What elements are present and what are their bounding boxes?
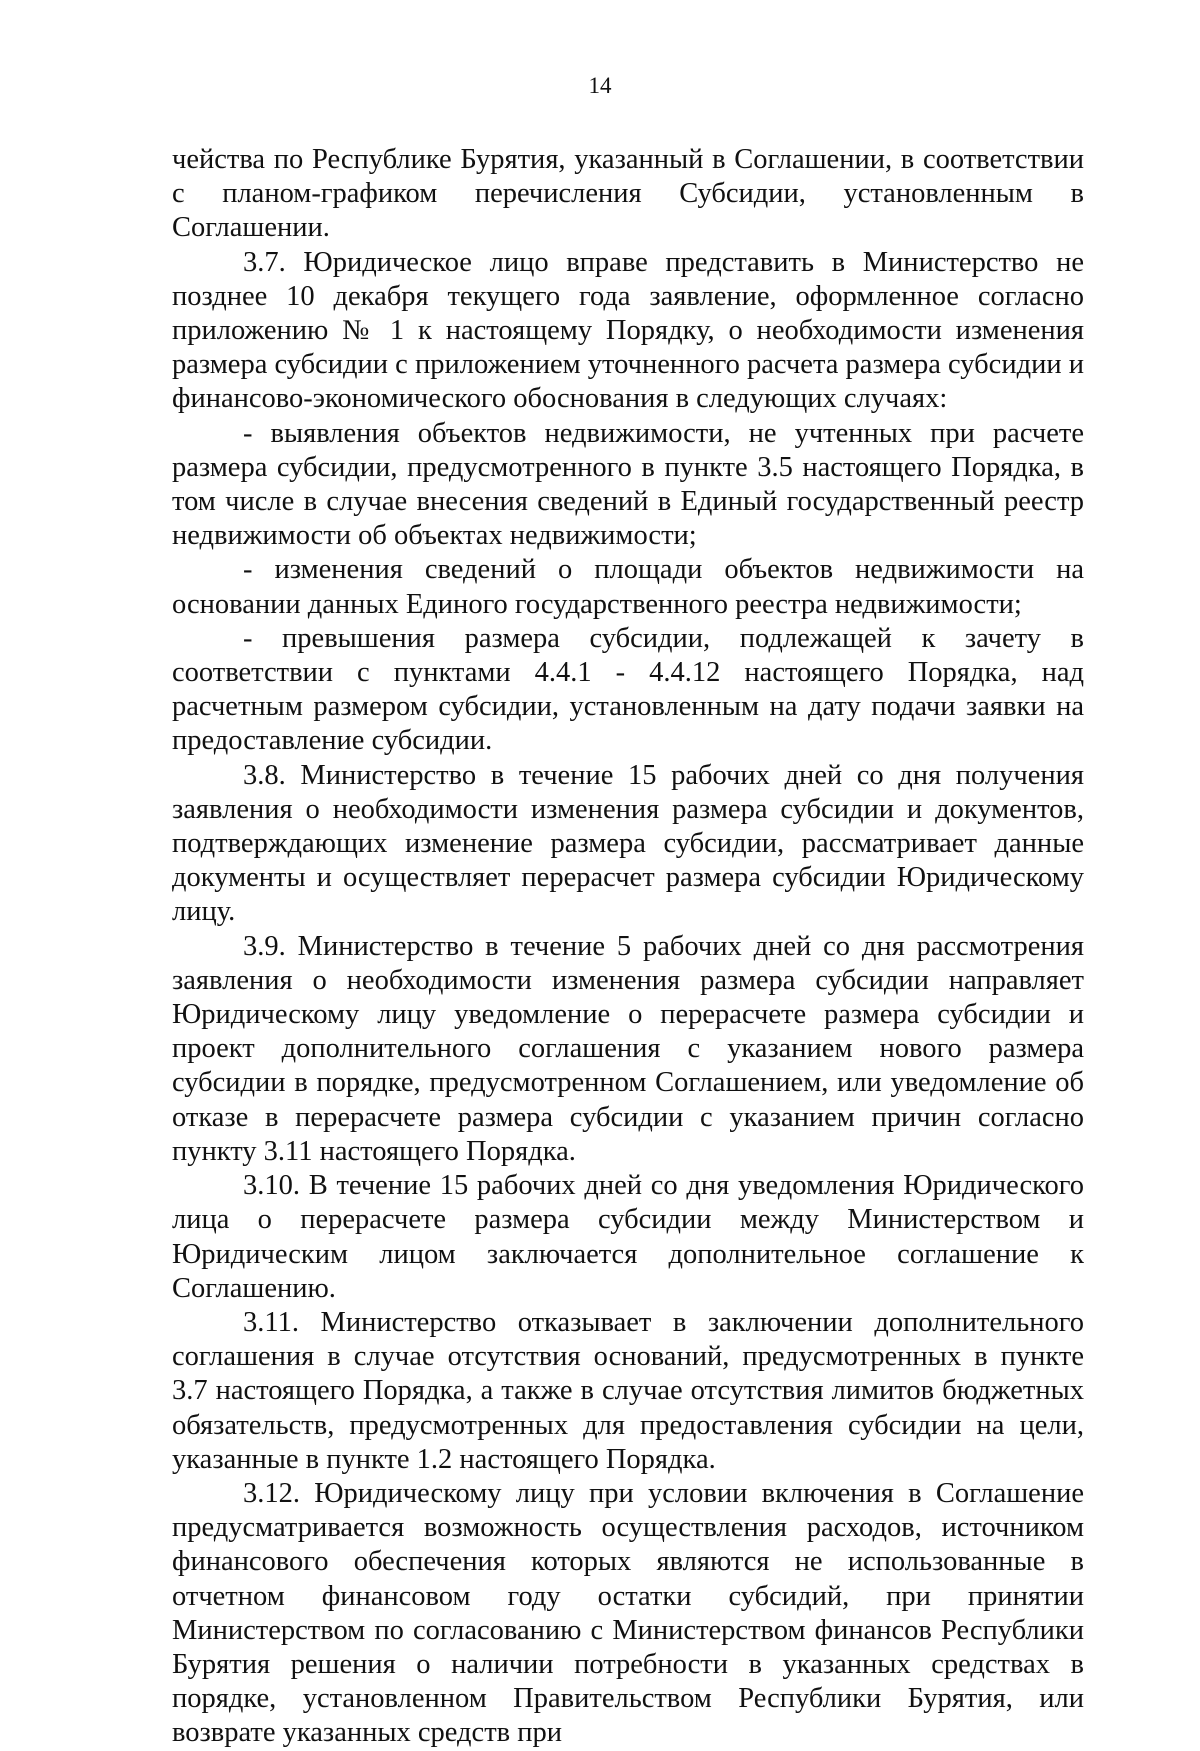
paragraph-3-9: 3.9. Министерство в течение 5 рабочих дней со дня рассмотрения заявления о необходимости изменения размера субсидии направляет Юридическому лицу уведомление о перерасчете размера субсидии и проект дополнительного соглашения с указанием нового размера субсидии в порядке, предусмотренном Соглашением, или уведомление об отказе в перерасчете размера субсидии с указанием причин согласно пункту 3.11 настоящего Порядка. bbox=[172, 930, 1084, 1167]
list-item-unaccounted-property: - выявления объектов недвижимости, не учтенных при расчете размера субсидии, предусмотренного в пункте 3.5 настоящего Порядка, в том числе в случае внесения сведений в Единый государственный реестр недвижимости об объектах недвижимости; bbox=[172, 417, 1084, 552]
paragraph-continuation: чейства по Республике Бурятия, указанный в Соглашении, в соответствии с планом-графиком перечисления Субсидии, установленным в Соглашении. bbox=[172, 144, 1084, 244]
document-body bbox=[172, 143, 1084, 1751]
paragraph-3-12: 3.12. Юридическому лицу при условии включения в Соглашение предусматривается возможность осуществления расходов, источником финансового обеспечения которых являются не использованные в отчетном финансовом году остатки субсидий, при принятии Министерством по согласованию с Министерством финансов Республики Бурятия решения о наличии потребности в указанных средствах в порядке, установленном Правительством Республики Бурятия, или возврате указанных средств при bbox=[172, 1477, 1084, 1749]
paragraph-3-10: 3.10. В течение 15 рабочих дней со дня уведомления Юридического лица о перерасчете размера субсидии между Министерством и Юридическим лицом заключается дополнительное соглашение к Соглашению. bbox=[172, 1170, 1084, 1304]
list-item-excess-subsidy: - превышения размера субсидии, подлежащей к зачету в соответствии с пунктами 4.4.1 - 4.4.12 настоящего Порядка, над расчетным размером субсидии, установленным на дату подачи заявки на предоставление субсидии. bbox=[172, 622, 1084, 757]
paragraph-3-11: 3.11. Министерство отказывает в заключении дополнительного соглашения в случае отсутствия оснований, предусмотренных в пункте 3.7 настоящего Порядка, а также в случае отсутствия лимитов бюджетных обязательств, предусмотренных для предоставления субсидии на цели, указанные в пункте 1.2 настоящего Порядка. bbox=[172, 1306, 1084, 1475]
page-number: 14 bbox=[588, 73, 612, 98]
list-item-area-change: - изменения сведений о площади объектов недвижимости на основании данных Единого государственного реестра недвижимости; bbox=[172, 554, 1084, 620]
paragraph-3-7: 3.7. Юридическое лицо вправе представить в Министерство не позднее 10 декабря текущего года заявление, оформленное согласно приложению № 1 к настоящему Порядку, о необходимости изменения размера субсидии с приложением уточненного расчета размера субсидии и финансово-экономического обоснования в следующих случаях: bbox=[172, 246, 1084, 415]
paragraph-3-8: 3.8. Министерство в течение 15 рабочих дней со дня получения заявления о необходимости изменения размера субсидии и документов, подтверждающих изменение размера субсидии, рассматривает данные документы и осуществляет перерасчет размера субсидии Юридическому лицу. bbox=[172, 759, 1084, 928]
